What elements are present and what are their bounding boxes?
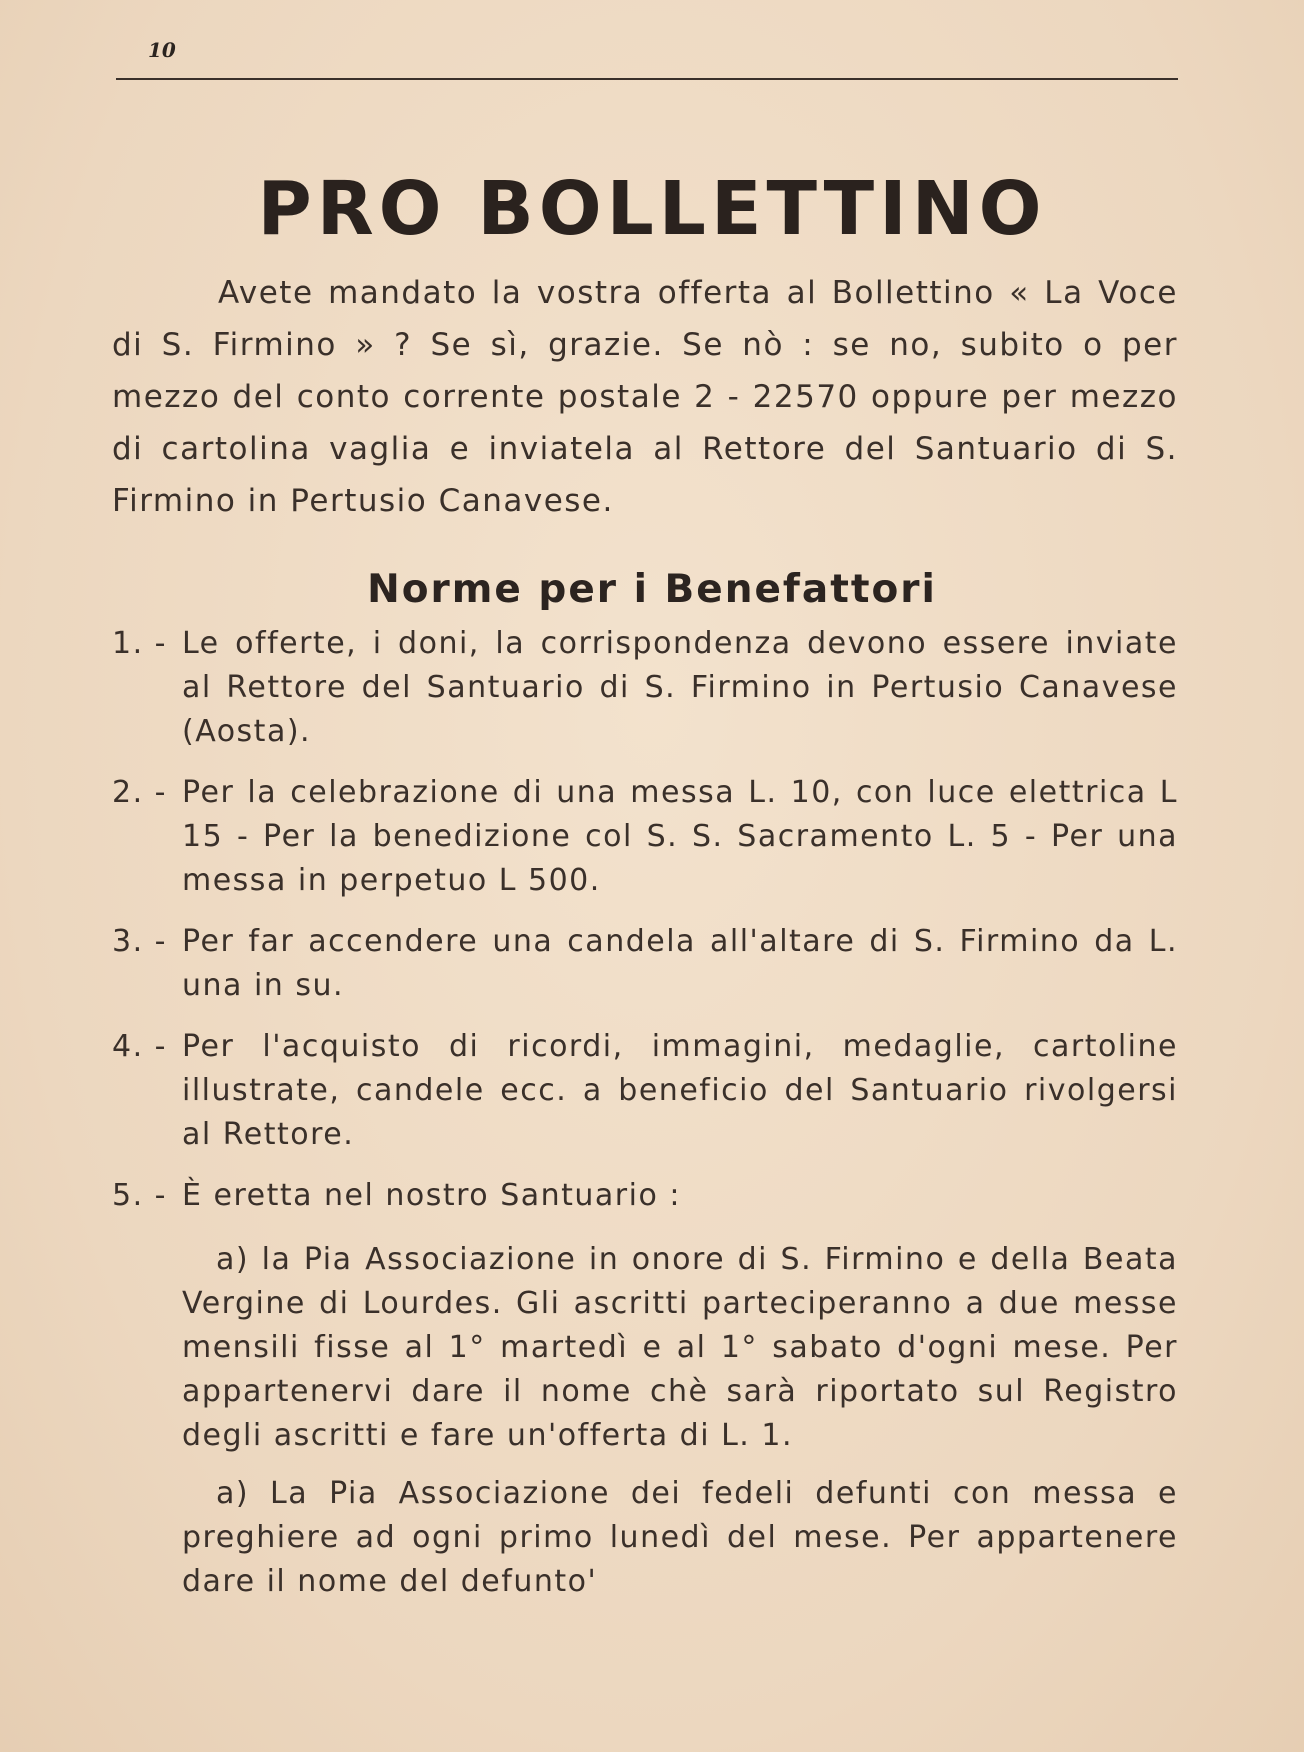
rule-number: 1. - [112,626,167,661]
intro-text: Avete mandato la vostra offerta al Bollettino « La Voce di S. Firmino » ? Se sì, grazie. Se nò : se no, subito o per mezzo del conto corrente postale 2 - 22570 oppure per mezzo di cartolina vaglia e inviatela al Rettore del Santuario di S. Firmino in Pertusio Canavese. [112,275,1178,519]
rule-text: È eretta nel nostro Santuario : [182,1178,681,1213]
rule-text: Le offerte, i doni, la corrispondenza devono essere inviate al Rettore del Santuario di S. Firmino in Pertusio Canavese (Aosta). [182,626,1178,749]
association-paragraph: a) La Pia Associazione dei fedeli defunti con messa e preghiere ad ogni primo lunedì del mese. Per appartenere dare il nome del defunto' [182,1476,1178,1599]
rule-item [112,771,1178,903]
rule-text: Per l'acquisto di ricordi, immagini, medaglie, cartoline illustrate, candele ecc. a beneficio del Santuario rivolgersi al Rettore. [182,1029,1178,1152]
association-paragraph: a) la Pia Associazione in onore di S. Firmino e della Beata Vergine di Lourdes. Gli ascritti parteciperanno a due messe mensili fisse al 1° martedì e al 1° sabato d'ogni mese. Per appartenervi dare il nome chè sarà riportato sul Registro degli ascritti e fare un'offerta di L. 1. [182,1242,1178,1453]
rule-number: 5. - [112,1178,167,1213]
rule-item [112,920,1178,1008]
rule-number: 4. - [112,1029,167,1064]
page-title: PRO BOLLETTINO [257,165,1047,252]
rule-text: Per far accendere una candela all'altare di S. Firmino da L. una in su. [182,924,1178,1003]
page-number: 10 [148,38,176,62]
benefactor-rules-list [112,622,1178,1621]
rule-number: 3. - [112,924,167,959]
rule-number: 2. - [112,775,167,810]
header-rule [116,78,1178,80]
rule-text: Per la celebrazione di una messa L. 10, con luce elettrica L 15 - Per la benedizione col S. S. Sacramento L. 5 - Per una messa in perpetuo L 500. [182,775,1178,898]
rule-item [112,1174,1178,1604]
rule-item [112,622,1178,754]
section-title: Norme per i Benefattori [367,567,937,613]
intro-paragraph [112,267,1178,527]
rule-item [112,1025,1178,1157]
